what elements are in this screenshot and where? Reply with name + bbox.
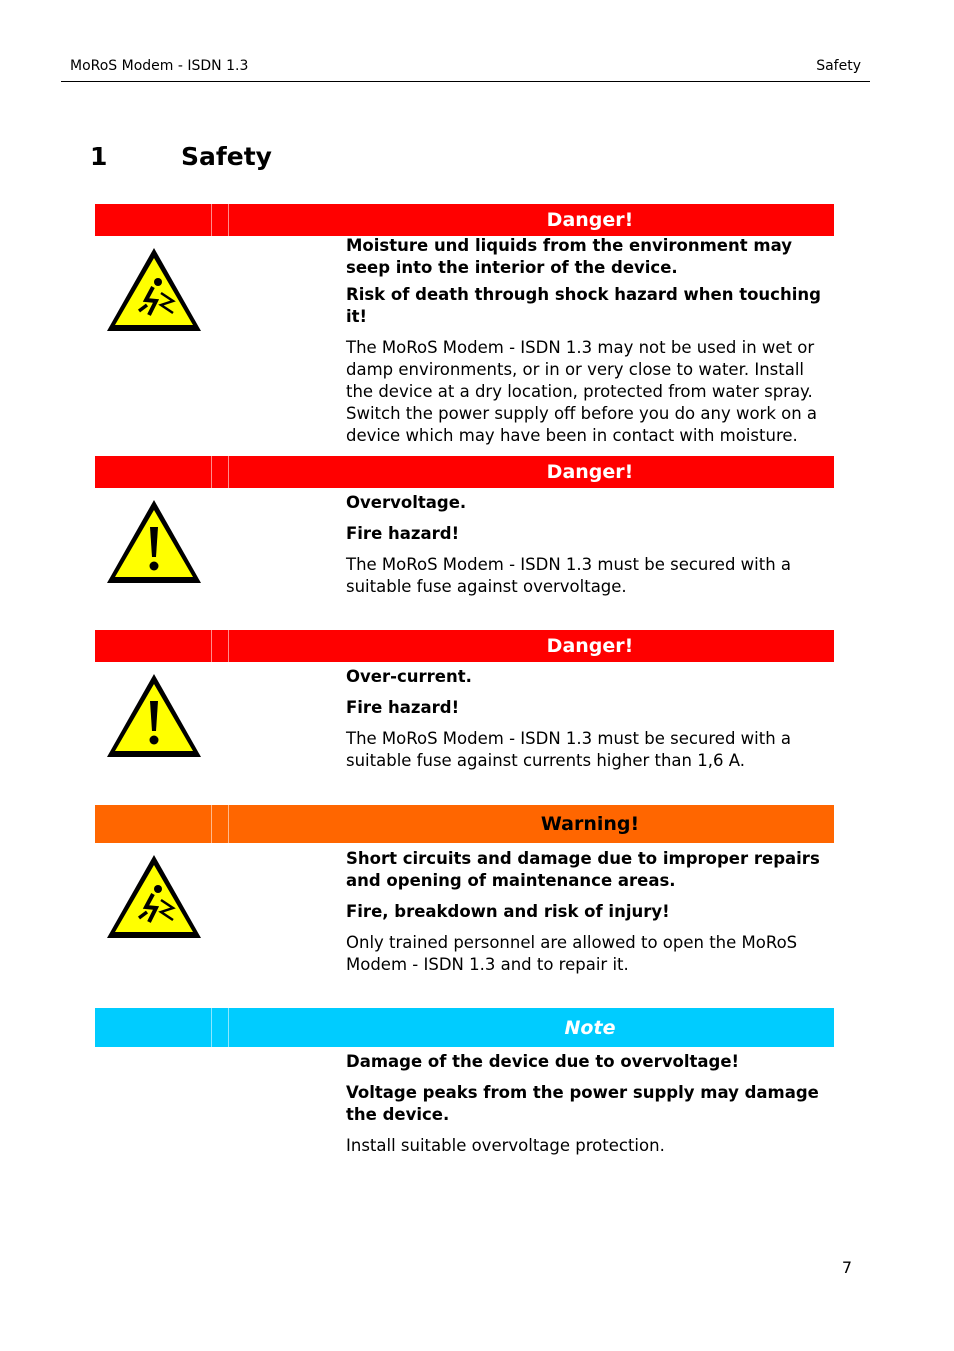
- electric-shock-warning-icon: [103, 245, 205, 335]
- danger-overcurrent-text: [346, 666, 834, 772]
- danger-label: Danger!: [546, 461, 634, 483]
- danger-moisture-text: [346, 235, 834, 447]
- exclamation-warning-icon: [103, 671, 205, 761]
- note-label: Note: [564, 1016, 616, 1039]
- hazard-heading: Overvoltage.: [346, 493, 467, 512]
- danger-bar: [95, 204, 834, 236]
- warning-label: Warning!: [540, 813, 640, 835]
- hazard-instructions: The MoRoS Modem - ISDN 1.3 must be secured with a suitable fuse against overvoltage.: [346, 555, 792, 596]
- warning-repairs-text: [346, 848, 834, 976]
- running-header-section: Safety: [816, 58, 861, 74]
- danger-label: Danger!: [546, 209, 634, 231]
- note-consequence: Voltage peaks from the power supply may damage the device.: [346, 1083, 819, 1124]
- hazard-heading: Moisture und liquids from the environment may seep into the interior of the device.: [346, 236, 792, 277]
- electric-shock-warning-icon: [103, 852, 205, 942]
- hazard-heading: Over-current.: [346, 667, 472, 686]
- hazard-instructions: Only trained personnel are allowed to open the MoRoS Modem - ISDN 1.3 and to repair it.: [346, 933, 798, 974]
- chapter-number: 1: [90, 142, 108, 171]
- chapter-title: Safety: [181, 142, 272, 171]
- exclamation-warning-icon: [103, 497, 205, 587]
- hazard-consequence: Fire hazard!: [346, 524, 460, 543]
- note-heading: Damage of the device due to overvoltage!: [346, 1052, 740, 1071]
- hazard-consequence: Fire, breakdown and risk of injury!: [346, 902, 670, 921]
- hazard-heading: Short circuits and damage due to improper repairs and opening of maintenance areas.: [346, 849, 820, 890]
- danger-label: Danger!: [546, 635, 634, 657]
- danger-overvoltage-text: [346, 492, 834, 598]
- danger-bar: [95, 630, 834, 662]
- note-bar: [95, 1008, 834, 1047]
- danger-bar: [95, 456, 834, 488]
- hazard-consequence: Fire hazard!: [346, 698, 460, 717]
- hazard-instructions: The MoRoS Modem - ISDN 1.3 must be secured with a suitable fuse against currents higher than 1,6 A.: [346, 729, 792, 770]
- warning-bar: [95, 805, 834, 843]
- hazard-instructions: The MoRoS Modem - ISDN 1.3 may not be used in wet or damp environments, or in or very close to water. Install the device at a dry location, protected from water spray. Switch the power supply off before you do any work on a device which may have been in contact with moisture.: [346, 338, 818, 445]
- note-instructions: Install suitable overvoltage protection.: [346, 1136, 665, 1155]
- hazard-consequence: Risk of death through shock hazard when touching it!: [346, 285, 821, 326]
- note-overvoltage-text: [346, 1051, 834, 1157]
- running-header-title: MoRoS Modem - ISDN 1.3: [70, 58, 249, 74]
- header-rule: [61, 81, 870, 82]
- page-number: 7: [841, 1258, 852, 1277]
